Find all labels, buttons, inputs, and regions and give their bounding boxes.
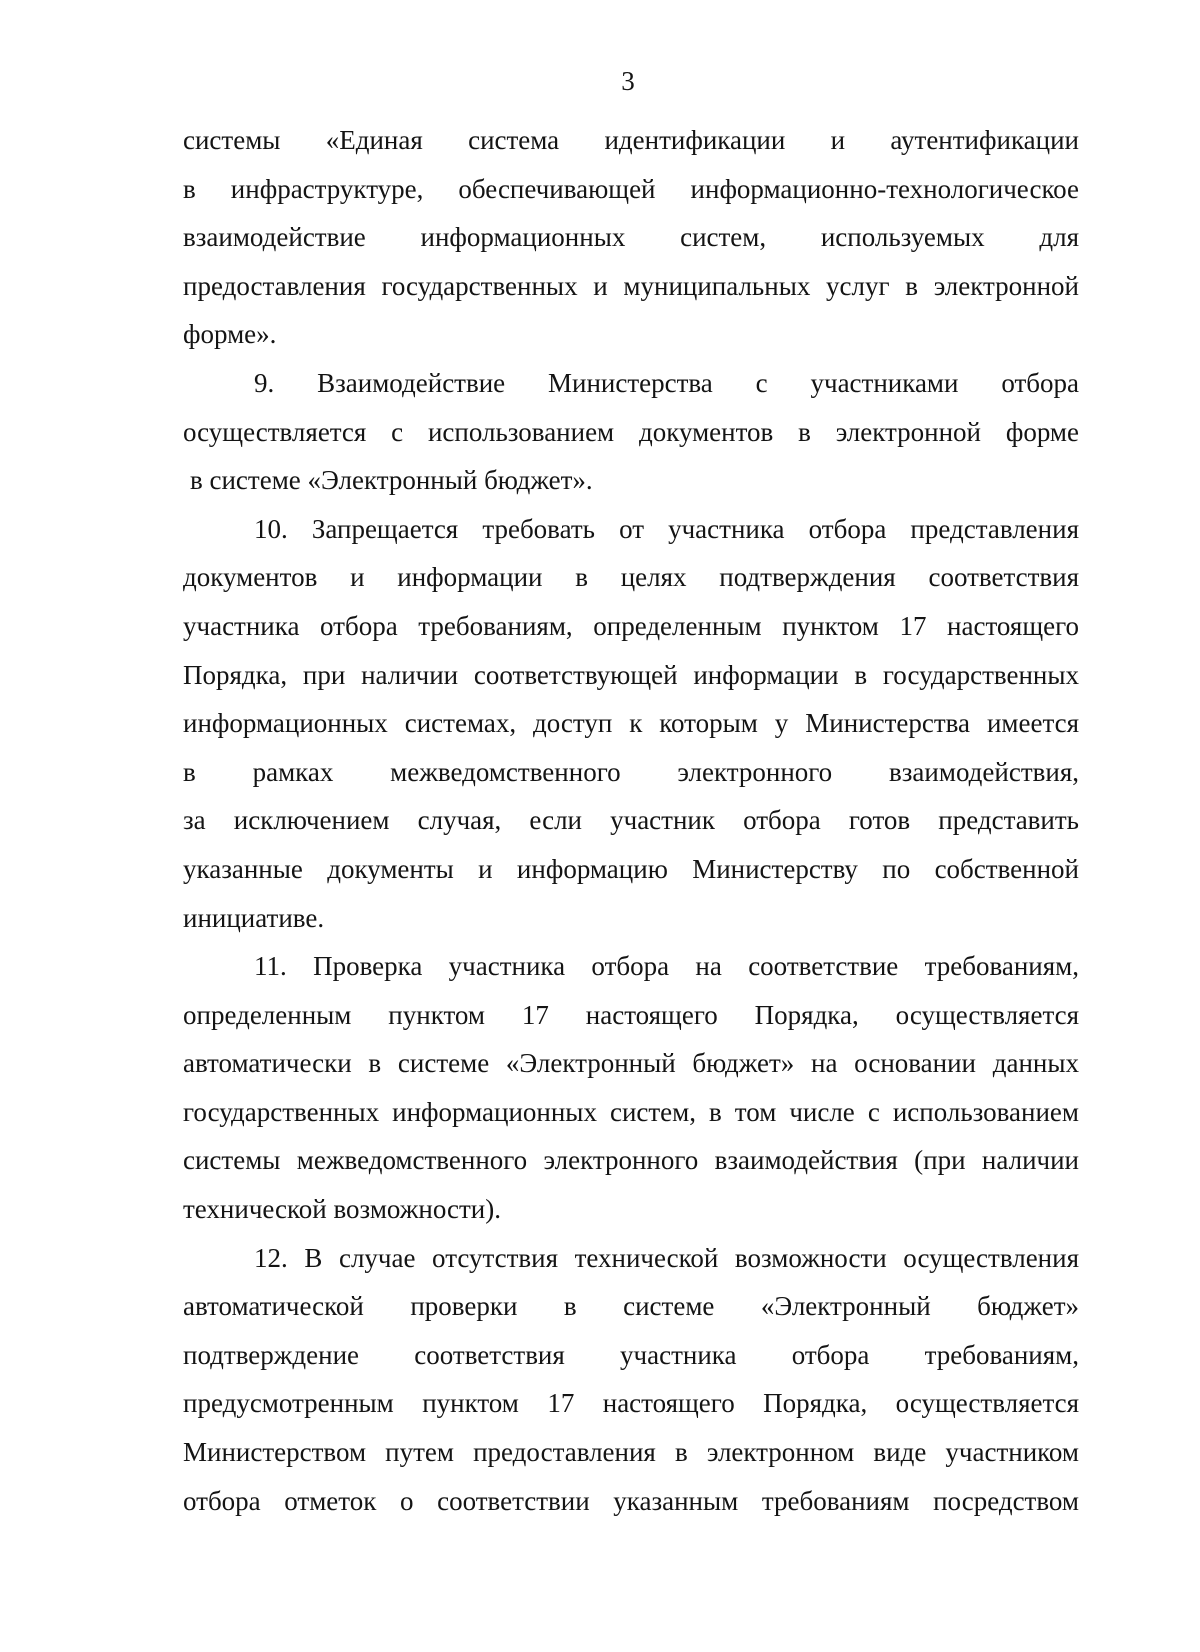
text-line: участника отбора требованиям, определенным пунктом 17 настоящего (183, 610, 1079, 641)
text-line: отбора отметок о соответствии указанным требованиям посредством (183, 1485, 1079, 1516)
text-line: автоматической проверки в системе «Электронный бюджет» (183, 1291, 1079, 1322)
text-line: в системе «Электронный бюджет». (190, 465, 593, 496)
paragraph-item-11 (183, 942, 1079, 1234)
text-line: указанные документы и информацию Министерству по собственной (183, 853, 1079, 884)
text-line: системы межведомственного электронного взаимодействия (при наличии (183, 1145, 1079, 1176)
text-line: Порядка, при наличии соответствующей информации в государственных (183, 659, 1079, 690)
text-line: за исключением случая, если участник отбора готов представить (183, 805, 1079, 836)
text-line: подтверждение соответствия участника отбора требованиям, (183, 1339, 1079, 1370)
text-line: в инфраструктуре, обеспечивающей информационно-технологическое (183, 173, 1079, 204)
text-line: осуществляется с использованием документов в электронной форме (183, 416, 1079, 447)
text-line: взаимодействие информационных систем, используемых для (183, 222, 1079, 253)
text-line: технической возможности). (183, 1194, 502, 1225)
text-line: в рамках межведомственного электронного взаимодействия, (183, 756, 1079, 787)
text-line: государственных информационных систем, в том числе с использованием (183, 1096, 1079, 1127)
paragraph-item-12 (183, 1234, 1079, 1526)
text-line: Министерством путем предоставления в электронном виде участником (183, 1437, 1079, 1468)
text-line: 10. Запрещается требовать от участника отбора представления (254, 513, 1079, 544)
page-number: 3 (621, 66, 635, 96)
paragraph-item-10 (183, 505, 1079, 942)
document-body (183, 116, 1079, 1525)
text-line: определенным пунктом 17 настоящего Порядка, осуществляется (183, 999, 1079, 1030)
paragraph-item-9 (183, 359, 1079, 505)
text-line: инициативе. (183, 902, 325, 933)
text-line: форме». (183, 319, 277, 350)
text-line: 12. В случае отсутствия технической возможности осуществления (254, 1242, 1079, 1273)
text-line: предусмотренным пунктом 17 настоящего Порядка, осуществляется (183, 1388, 1079, 1419)
text-line: 9. Взаимодействие Министерства с участниками отбора (254, 367, 1079, 398)
text-line: информационных системах, доступ к которым у Министерства имеется (183, 708, 1079, 739)
text-line: предоставления государственных и муниципальных услуг в электронной (183, 270, 1079, 301)
text-line: системы «Единая система идентификации и аутентификации (183, 125, 1079, 155)
paragraph-continuation (183, 116, 1079, 359)
text-line: 11. Проверка участника отбора на соответствие требованиям, (254, 951, 1079, 982)
text-line: автоматически в системе «Электронный бюджет» на основании данных (183, 1048, 1079, 1079)
text-line: документов и информации в целях подтверждения соответствия (183, 562, 1079, 593)
